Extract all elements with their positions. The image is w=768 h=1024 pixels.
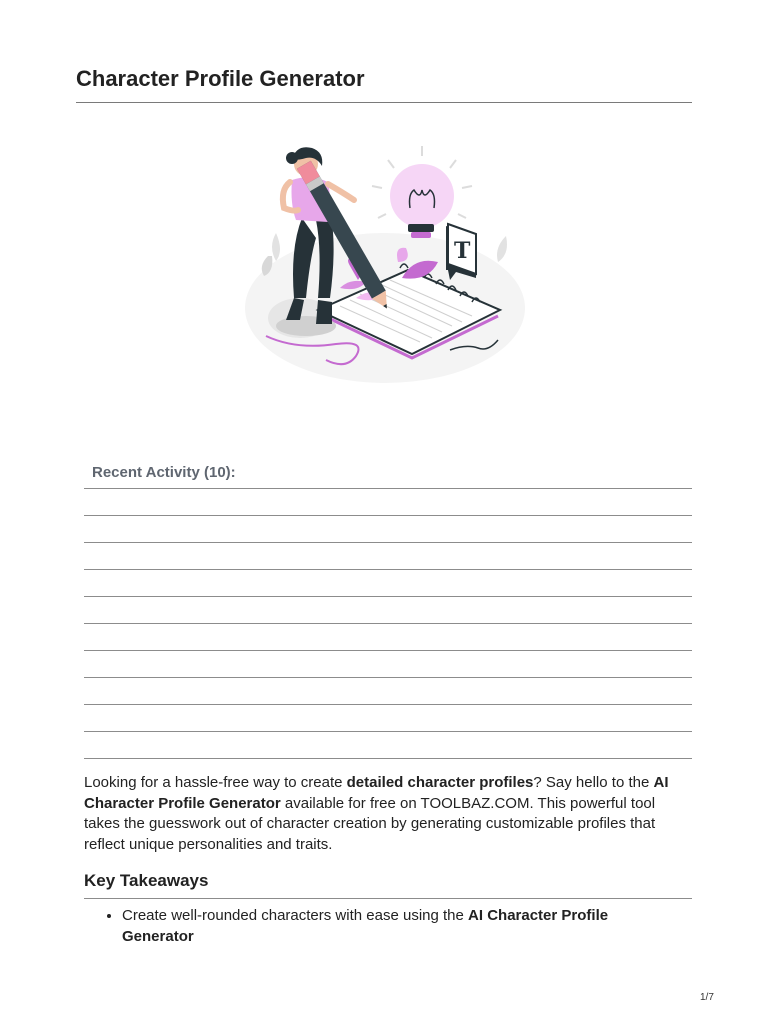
- activity-row[interactable]: [84, 597, 692, 624]
- intro-paragraph: [84, 773, 692, 855]
- writer-with-pencil-illustration-icon: [240, 138, 530, 388]
- key-takeaways-heading: Key Takeaways: [84, 870, 692, 899]
- key-takeaways-list: [84, 906, 682, 947]
- intro-tool-name: AI Character Profile Generator: [84, 774, 669, 812]
- intro-text: available for free on TOOLBAZ.COM. This powerful tool takes the guesswork out of character creation by generating customizable profiles that reflect unique personalities and traits.: [84, 794, 656, 853]
- letter-t-icon: T: [454, 238, 471, 264]
- activity-row[interactable]: [84, 651, 692, 678]
- activity-row[interactable]: [84, 624, 692, 651]
- activity-row[interactable]: [84, 516, 692, 543]
- page-title: Character Profile Generator: [76, 64, 692, 103]
- takeaway-item: [122, 906, 682, 947]
- writer-illustration: [240, 138, 530, 388]
- activity-row[interactable]: [84, 705, 692, 732]
- page-number: 1/7: [700, 992, 714, 1003]
- takeaway-emphasis: AI Character Profile Generator: [122, 907, 609, 945]
- activity-row[interactable]: [84, 732, 692, 759]
- activity-row[interactable]: [84, 570, 692, 597]
- takeaway-text: Create well-rounded characters with ease using the: [122, 907, 469, 924]
- activity-row[interactable]: [84, 543, 692, 570]
- activity-row[interactable]: [84, 489, 692, 516]
- recent-activity-heading: Recent Activity (10):: [84, 460, 692, 489]
- activity-row[interactable]: [84, 678, 692, 705]
- recent-activity-panel: [84, 460, 692, 759]
- intro-emphasis: detailed character profiles: [346, 774, 534, 791]
- recent-activity-list: [84, 489, 692, 759]
- intro-text: ? Say hello to the: [533, 774, 654, 791]
- intro-text: Looking for a hassle-free way to create: [84, 774, 347, 791]
